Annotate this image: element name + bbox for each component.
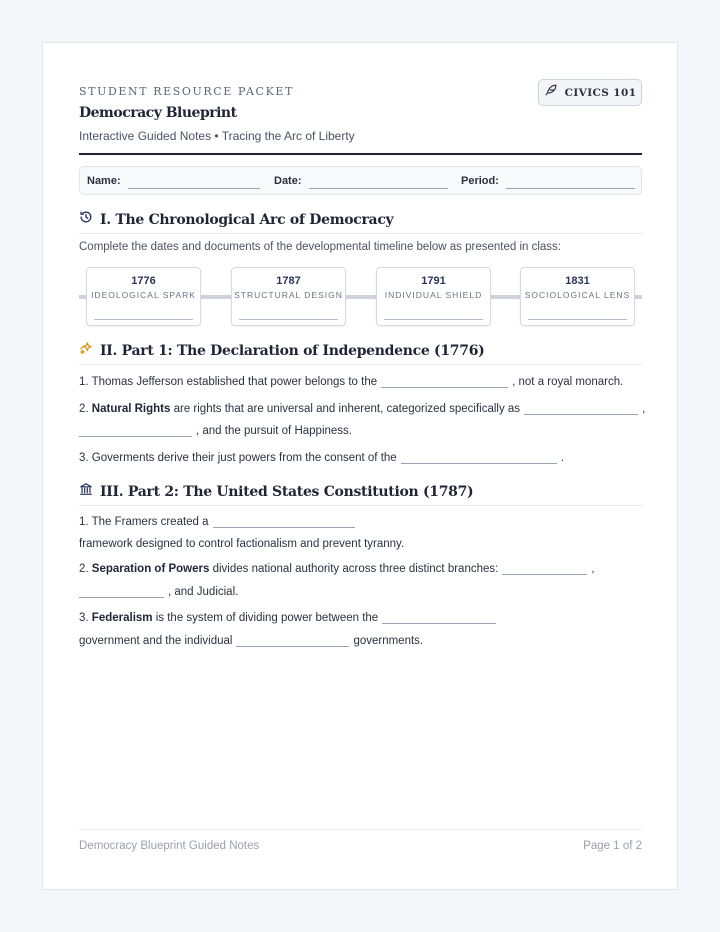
landmark-icon [79,482,93,501]
declaration-question-3 [79,452,564,464]
date-blank[interactable] [309,188,448,189]
timeline-label: STRUCTURAL DESIGN [234,290,343,300]
footer-divider [79,829,642,830]
constitution-question-2 [79,563,595,575]
answer-blank[interactable] [79,436,192,437]
question-text: 1. The Framers created a [79,516,209,528]
question-text: , [642,403,646,415]
constitution-question-2-cont [79,586,238,598]
answer-blank[interactable] [236,646,349,647]
name-label: Name: [87,175,121,187]
question-text: are rights that are universal and inherent, categorized specifically as [173,403,521,415]
period-blank[interactable] [506,188,635,189]
answer-blank[interactable] [381,387,508,388]
page-subtitle: Interactive Guided Notes • Tracing the Arc of Liberty [79,129,355,143]
answer-blank[interactable] [79,597,164,598]
period-label: Period: [461,175,499,187]
course-badge-label: CIVICS 101 [564,86,637,99]
question-text: divides national authority across three distinct branches: [212,563,499,575]
timeline-blank[interactable] [528,319,627,320]
question-number: 2. [79,563,89,575]
section-2-title: II. Part 1: The Declaration of Independence (1776) [100,342,485,359]
key-term: Natural Rights [91,403,171,415]
section-3-title: III. Part 2: The United States Constitution (1787) [100,483,474,500]
answer-blank[interactable] [502,574,587,575]
timeline-year: 1776 [131,275,156,287]
question-text: governments. [353,635,424,647]
question-text: , not a royal monarch. [512,376,624,388]
answer-blank[interactable] [401,463,557,464]
section-1-title: I. The Chronological Arc of Democracy [100,211,394,228]
timeline-year: 1787 [276,275,301,287]
question-text: framework designed to control factionalism and prevent tyranny. [79,538,405,550]
question-text: , and Judicial. [168,586,239,598]
section-2-header [79,337,642,365]
packet-eyebrow: STUDENT RESOURCE PACKET [79,85,294,98]
history-icon [79,210,93,229]
timeline-label: SOCIOLOGICAL LENS [524,290,631,300]
constitution-question-1 [79,516,359,528]
answer-blank[interactable] [213,527,355,528]
timeline-year: 1791 [421,275,446,287]
course-badge [538,79,642,106]
answer-blank[interactable] [524,414,638,415]
timeline-blank[interactable] [239,319,338,320]
timeline-card-1787 [231,267,346,326]
footer-page-number: Page 1 of 2 [583,840,642,852]
timeline-blank[interactable] [94,319,193,320]
timeline-label: IDEOLOGICAL SPARK [91,290,196,300]
question-text: 1. Thomas Jefferson established that power belongs to the [79,376,378,388]
key-term: Separation of Powers [91,563,210,575]
question-text: , and the pursuit of Happiness. [196,425,352,437]
question-text: is the system of dividing power between the [155,612,379,624]
timeline-card-1831 [520,267,635,326]
constitution-question-1-cont [79,538,404,550]
date-label: Date: [274,175,302,187]
question-number: 2. [79,403,89,415]
feather-icon [544,83,558,102]
timeline-year: 1831 [565,275,590,287]
timeline-blank[interactable] [384,319,483,320]
answer-blank[interactable] [382,623,496,624]
key-term: Federalism [91,612,153,624]
declaration-question-2 [79,403,645,415]
constitution-question-3 [79,612,500,624]
declaration-question-1 [79,376,623,388]
declaration-question-2-cont [79,425,352,437]
sparkle-icon [79,341,93,360]
question-text: . [560,452,564,464]
question-number: 3. [79,612,89,624]
header-divider [79,153,642,155]
worksheet-page [42,42,678,890]
timeline-card-1791 [376,267,491,326]
question-text: , [591,563,595,575]
question-text: government and the individual [79,635,233,647]
page-title: Democracy Blueprint [79,105,237,121]
timeline-instructions: Complete the dates and documents of the developmental timeline below as presented in class: [79,241,562,253]
name-blank[interactable] [128,188,260,189]
timeline-card-1776 [86,267,201,326]
footer-document-name: Democracy Blueprint Guided Notes [79,840,260,852]
student-info-bar [79,166,642,195]
timeline-label: INDIVIDUAL SHIELD [384,290,483,300]
constitution-question-3-cont [79,635,423,647]
section-3-header [79,478,642,506]
question-text: 3. Goverments derive their just powers from the consent of the [79,452,397,464]
section-1-header [79,206,642,234]
